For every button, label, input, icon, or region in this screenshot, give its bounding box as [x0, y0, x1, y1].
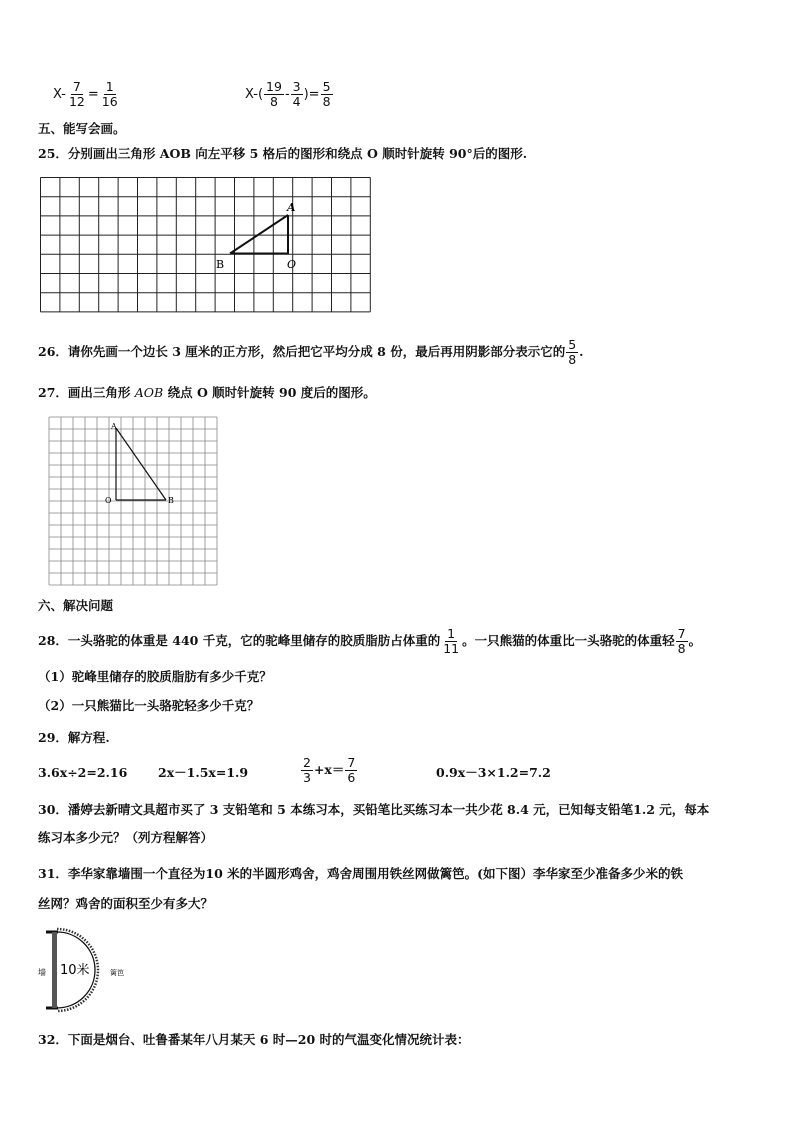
fraction: $\frac{1}{11}$ [443, 626, 460, 656]
question-28 [38, 627, 701, 656]
equation-a-prefix: X- [53, 87, 66, 102]
eq-29-1: 3.6x÷2=2.16 [38, 765, 128, 780]
grid-q27 [48, 416, 218, 586]
fraction: $\frac{5}{8}$ [322, 79, 331, 109]
question-28-end: 。 [688, 633, 702, 648]
question-30-line-1: 30．潘婷去新晴文具超市买了 3 支铅笔和 5 本练习本，买铅笔比买练习本一共少花 8.4 元，已知每支铅笔1.2 元，每本 [38, 802, 710, 817]
equation-a [53, 80, 121, 109]
label-a: A [111, 422, 117, 431]
question-32: 32．下面是烟台、吐鲁番某年八月某天 6 时—20 时的气温变化情况统计表： [38, 1032, 470, 1047]
question-27-var: AOB [134, 385, 164, 400]
label-b: B [168, 496, 174, 505]
fraction: $\frac{2}{3}$ [303, 755, 311, 785]
semicircle-figure [38, 928, 138, 1014]
question-29: 29．解方程. [38, 730, 110, 745]
question-27-post: 绕点 O 顺时针旋转 90 度后的图形。 [167, 385, 376, 400]
question-26 [38, 338, 584, 367]
equals-sign: = [87, 87, 99, 102]
question-30-line-2: 练习本多少元？（列方程解答） [38, 830, 214, 845]
fraction: $\frac{7}{8}$ [677, 626, 686, 656]
section-6-heading: 六、解决问题 [38, 598, 114, 613]
fraction: $\frac{1}{16}$ [101, 79, 118, 109]
period: . [579, 344, 584, 359]
question-31-line-2: 丝网？鸡舍的面积至少有多大？ [38, 896, 214, 911]
eq-29-4: 0.9x－3×1.2=7.2 [436, 765, 551, 780]
question-28-part-2: （2）一只熊猫比一头骆驼轻多少千克？ [38, 698, 260, 713]
eq-29-3 [300, 756, 358, 785]
question-27-pre: 27．画出三角形 [38, 385, 131, 400]
section-5-heading: 五、能写会画。 [38, 121, 126, 136]
question-26-text: 26．请你先画一个边长 3 厘米的正方形，然后把它平均分成 8 份，最后再用阴影部分表示它的 [38, 344, 566, 359]
label-b: B [216, 258, 225, 271]
equation-b-prefix: X-( [245, 87, 264, 102]
close-paren-equals: )= [303, 87, 320, 102]
question-28-mid: 。一只熊猫的体重比一头骆驼的体重轻 [462, 633, 675, 648]
question-25: 25．分别画出三角形 AOB 向左平移 5 格后的图形和绕点 O 顺时针旋转 90°后的图形. [38, 146, 528, 161]
fraction: $\frac{3}{4}$ [292, 79, 301, 109]
question-27 [38, 385, 376, 401]
fraction: $\frac{5}{8}$ [568, 337, 577, 367]
question-31-line-1: 31．李华家靠墙围一个直径为10 米的半圆形鸡舍，鸡舍周围用铁丝网做篱笆。(如下图）李华家至少准备多少米的铁 [38, 866, 684, 881]
label-o: O [287, 258, 297, 271]
label-o: O [105, 496, 112, 505]
eq-29-2: 2x－1.5x=1.9 [158, 765, 249, 780]
question-28-part-1: （1）驼峰里储存的胶质脂肪有多少千克？ [38, 669, 272, 684]
diameter-label: 10米 [60, 963, 90, 978]
minus-sign: - [284, 87, 290, 102]
eq-29-3-mid: +x＝ [313, 762, 345, 777]
grid-q25 [40, 177, 382, 311]
question-28-pre: 28．一头骆驼的体重是 440 千克，它的驼峰里储存的胶质脂肪占体重的 [38, 633, 441, 648]
equation-b [245, 80, 334, 109]
fraction: $\frac{19}{8}$ [266, 79, 282, 109]
wall-label: 墙 [38, 968, 46, 977]
fraction: $\frac{7}{12}$ [68, 79, 85, 109]
fraction: $\frac{7}{6}$ [347, 755, 356, 785]
label-a: A [287, 201, 296, 214]
fence-label: 篱笆 [110, 969, 124, 977]
